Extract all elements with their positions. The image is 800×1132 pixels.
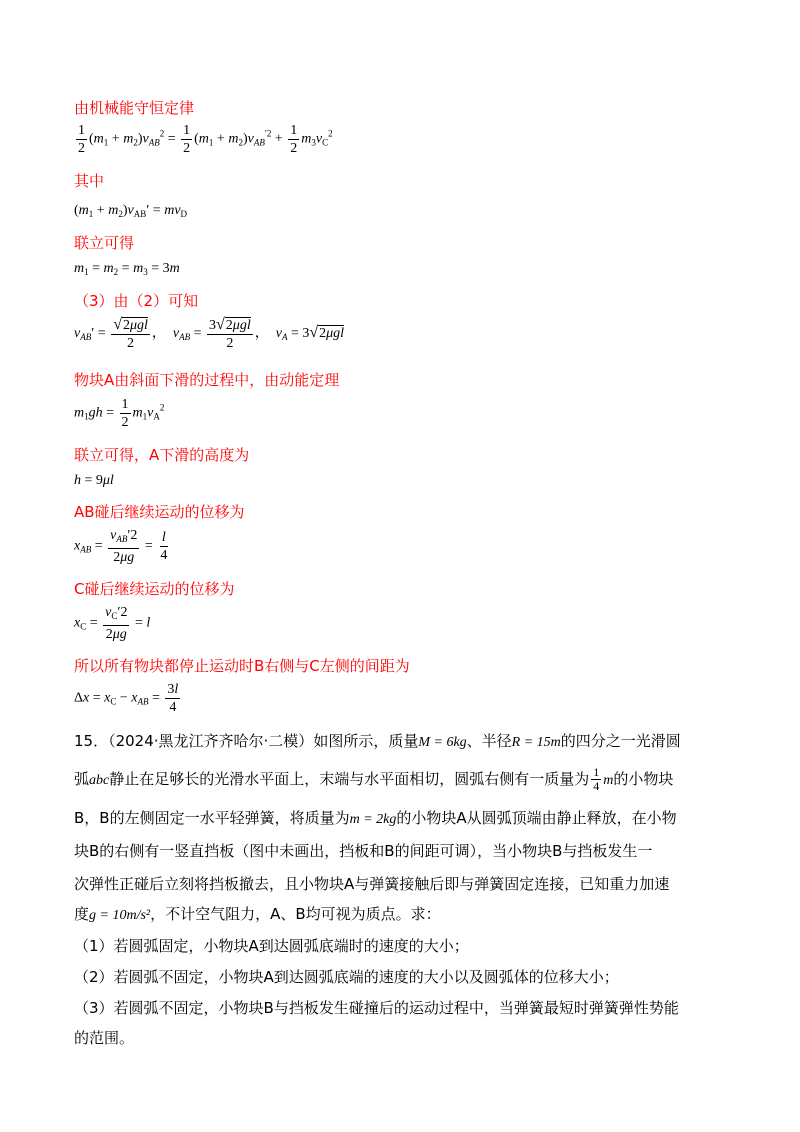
heading-combine-1: 联立可得 [74,234,135,252]
problem-line-2: 弧abc静止在足够长的光滑水平面上，末端与水平面相切，圆弧右侧有一质量为 $\frac{1}{4}$ m的小物块 [74,765,674,793]
problem-source: （2024·黑龙江齐齐哈尔·二模） [108,732,314,750]
equation-energy-conservation: $\frac{1}{2}$ $(m_1 + m_2)v_{AB}^2$ = $\frac{1}{2}$ $(m_1 + m_2)v_{AB}^{'2}$ + $\frac{1}{2}$ $m_3v_C^2$ [78,123,333,156]
heading-height: 联立可得，A下滑的高度为 [74,446,250,464]
problem-line-4: 块B的右侧有一竖直挡板（图中未画出，挡板和B的间距可调），当小物块B与挡板发生一 [74,842,653,860]
question-3-line-2: 的范围。 [74,1029,135,1047]
problem-text: 度 [74,905,90,923]
equation-gap: $\Delta x = x_C - x_{AB}$ = $\frac{3l}{4}$ [74,682,179,715]
equation-velocities: $v_{AB}'$ = $\frac{\text{√2μgl}}{2}$ ， $v_{AB}$ = $\frac{\text{3√2μgl}}{2}$ ， $v_A = 3√2\mu gl$ [74,316,345,351]
problem-text: 、半径 [466,732,512,750]
mass-small-m: m = 2kg [349,812,397,827]
heading-gap: 所以所有物块都停止运动时B右侧与C左侧的间距为 [74,657,410,675]
equation-c-displacement: $x_C$ = $\frac{v_C'2}{2\mu g}$ = l [74,605,151,642]
problem-number: 15． [74,732,109,750]
heading-slope: 物块A由斜面下滑的过程中，由动能定理 [74,371,340,389]
equation-masses: $m_1 = m_2 = m_3 = 3m$ [74,261,180,277]
question-1: （1）若圆弧固定，小物块A到达圆弧底端时的速度的大小； [74,937,469,955]
mass-big-m: M = 6kg [418,735,467,750]
equation-momentum: $(m_1 + m_2)v_{AB}' = mv_D$ [74,203,188,219]
gravity-value: g = 10m/s² [89,908,151,923]
question-2: （2）若圆弧不固定，小物块A到达圆弧底端的速度的大小以及圆弧体的位移大小； [74,968,619,986]
problem-text: 的小物块A从圆弧顶端由静止释放，在小物 [396,809,677,827]
equation-ab-displacement: $x_{AB}$ = $\frac{v_{AB}'2}{2\mu g}$ = $\frac{l}{4}$ [74,528,168,565]
problem-text: B，B的左侧固定一水平轻弹簧，将质量为 [74,809,350,827]
problem-text: 静止在足够长的光滑水平面上，末端与水平面相切，圆弧右侧有一质量为 [109,770,590,788]
problem-text: 如图所示，质量 [313,732,419,750]
problem-line-5: 次弹性正碰后立刻将挡板撤去，且小物块A与弹簧接触后即与弹簧固定连接，已知重力加速 [74,875,670,893]
heading-ab-displacement: AB碰后继续运动的位移为 [74,503,245,521]
equation-height: h = 9μl [74,473,114,488]
question-3-line-1: （3）若圆弧不固定，小物块B与挡板发生碰撞后的运动过程中，当弹簧最短时弹簧弹性势能 [74,999,679,1017]
problem-text: ，不计空气阻力，A、B均可视为质点。求： [150,905,441,923]
radius-r: R = 15m [511,735,561,750]
problem-line-6 [74,903,730,927]
arc-name: abc [89,773,110,788]
problem-text: 的四分之一光滑圆 [560,732,681,750]
problem-text: 的小物块 [613,770,674,788]
heading-part-3: （3）由（2）可知 [74,292,199,310]
quarter-fraction: $\frac{1}{4}$ [593,765,600,793]
problem-line-1 [74,730,730,754]
equation-kinetic-energy: $m_1gh$ = $\frac{1}{2}$ $m_1v_A^2$ [74,397,165,430]
problem-text: 弧 [74,770,90,788]
problem-line-3 [74,807,730,831]
heading-mechanical-energy: 由机械能守恒定律 [74,99,195,117]
heading-where: 其中 [74,172,105,190]
heading-c-displacement: C碰后继续运动的位移为 [74,580,235,598]
